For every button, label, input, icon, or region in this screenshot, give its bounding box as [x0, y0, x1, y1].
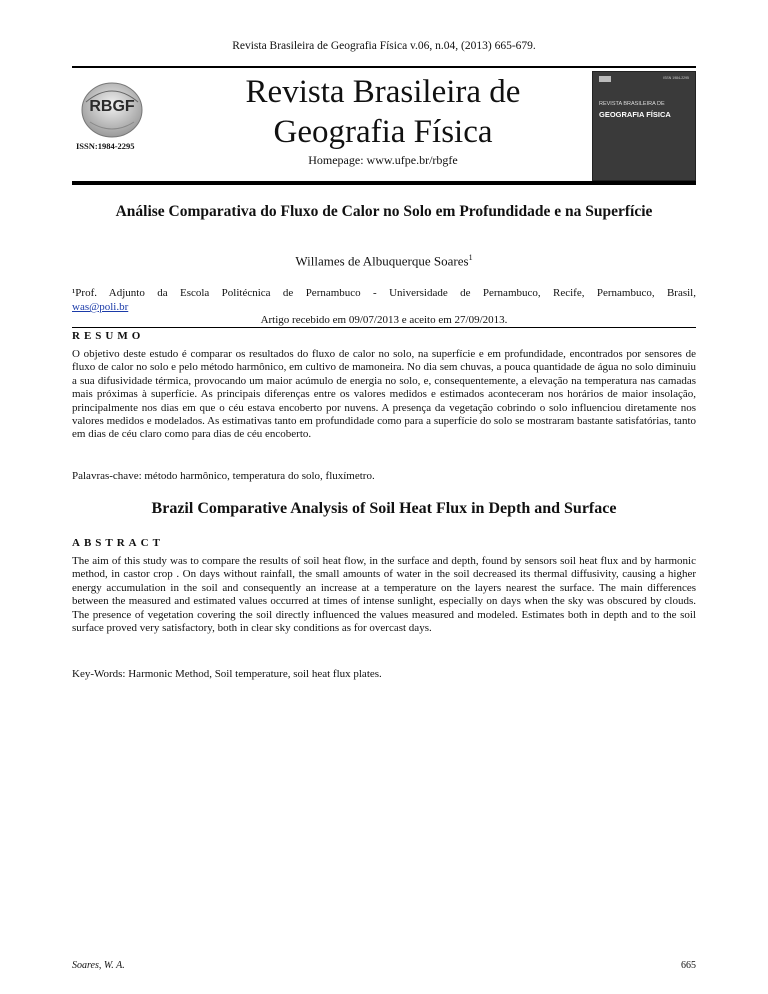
cover-issn: ISSN 1984-2295 — [663, 76, 689, 80]
issn-label: ISSN:1984-2295 — [76, 141, 135, 151]
received-dates: Artigo recebido em 09/07/2013 e aceito em 27/09/2013. — [260, 314, 508, 326]
article-title: Análise Comparativa do Fluxo de Calor no Solo em Profundidade e na Superfície — [115, 203, 653, 220]
running-head: Revista Brasileira de Geografia Física v.06, n.04, (2013) 665-679. — [232, 40, 536, 52]
journal-cover-image — [592, 71, 696, 181]
header-rule — [72, 66, 696, 68]
author-name: Willames de Albuquerque Soares — [295, 253, 469, 269]
journal-title-line2: Geografia Física — [273, 114, 493, 150]
resumo-heading: RESUMO — [72, 330, 145, 342]
cover-line1: REVISTA BRASILEIRA DE — [599, 101, 665, 107]
logo-emblem-icon — [72, 78, 152, 140]
resumo-keywords: Palavras-chave: método harmônico, temperatura do solo, fluxímetro. — [72, 470, 375, 482]
resumo-text: O objetivo deste estudo é comparar os resultados do fluxo de calor no solo, na superfície e em profundidade, encontrados por sensores de fluxo de calor no solo e pelo método harmônico, em cultivo de mamoneira. No dia sem chuvas, a pouca quantidade de água no solo diminuiu a sua difusividade térmica, provocando um maior acúmulo de energia no solo, e, consequentemente, a elevação na temperatura nas camadas mais próximas à superfície. As principais diferenças entre os valores medidos e estimados aconteceram nos horários de maior insolação, principalmente nos dias em que o céu estava encoberto por nuvens. A presença da vegetação cobrindo o solo influenciou diretamente nos valores medidos e modelados. As estimativas tanto em profundidade como para a superfície do solo se mostraram bastante satisfatórias, tanto em dias de céu claro como para dias de céu encoberto. — [72, 348, 696, 441]
author-email-link[interactable]: was@poli.br — [72, 301, 129, 313]
homepage-link[interactable]: Homepage: www.ufpe.br/rbgfe — [308, 153, 458, 167]
page-number: 665 — [681, 960, 696, 971]
cover-tag — [599, 76, 611, 82]
header-thick-rule — [72, 181, 696, 185]
abstract-heading: ABSTRACT — [72, 537, 164, 549]
abstract-keywords: Key-Words: Harmonic Method, Soil temperature, soil heat flux plates. — [72, 668, 382, 680]
author-affil-marker: 1 — [468, 253, 473, 262]
footer-author: Soares, W. A. — [72, 960, 125, 971]
affiliation: ¹Prof. Adjunto da Escola Politécnica de Pernambuco - Universidade de Pernambuco, Recife, Pernambuco, Brasil, — [72, 287, 696, 299]
logo-text: RBGF — [89, 98, 135, 115]
author-line — [0, 253, 768, 269]
abstract-text: The aim of this study was to compare the results of soil heat flow, in the surface and depth, found by sensors soil heat flux and by harmonic method, in castor crop . On days without rainfall, the small amounts of water in the soil decreased its thermal diffusivity, causing a higher energy accumulation in the soil and consequently an increase at a temperature on the layers nearest the surface. The main differences between the measured and estimated values occurred at times of intense sunlight, especially on days when the sky was obscured by clouds. The presence of vegetation covering the soil directly influenced the values measured and modeled. Estimates both in depth and to the soil surface proved very satisfactory, both in clear sky conditions as for overcast days. — [72, 555, 696, 635]
cover-line2: GEOGRAFIA FÍSICA — [599, 110, 671, 119]
journal-logo — [72, 78, 152, 148]
section-rule — [72, 327, 696, 328]
journal-title-line1: Revista Brasileira de — [245, 74, 521, 110]
english-title: Brazil Comparative Analysis of Soil Heat Flux in Depth and Surface — [151, 500, 617, 517]
journal-title — [188, 72, 578, 152]
